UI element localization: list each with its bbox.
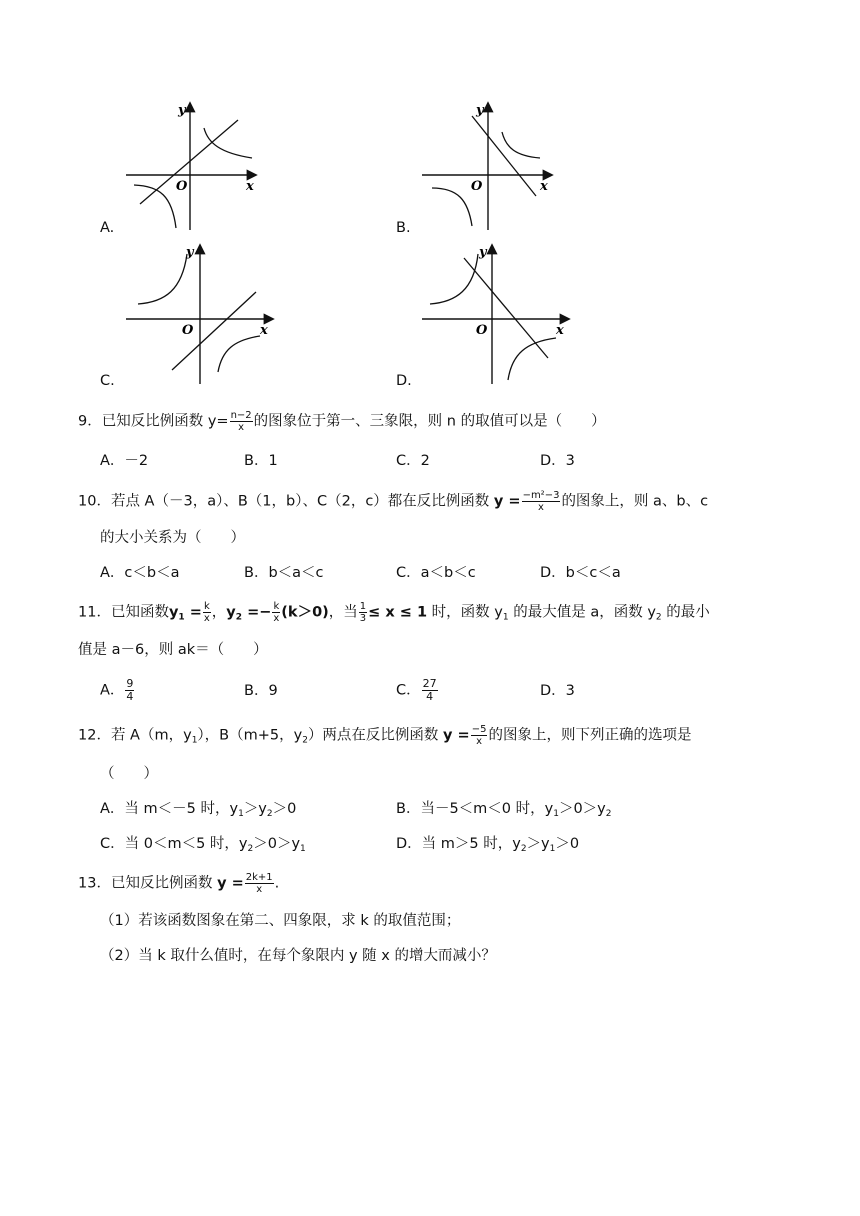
question-number: 11． xyxy=(78,604,111,621)
graph-b-label: B. xyxy=(396,220,411,236)
question-11-line2: 值是 a－6，则 ak＝（ ） xyxy=(78,642,268,658)
option-d: D．3 xyxy=(540,683,575,699)
option-d: D．b＜c＜a xyxy=(540,565,621,581)
question-12: 12．若 A（m，$y_1$），B（m+5，$y_2$）两点在反比例函数 y = $\frac{-5}{x}$ 的图象上，则下列正确的选项是 xyxy=(78,724,692,747)
question-13: 13．已知反比例函数 y = $\frac{2k+1}{x}$ . xyxy=(78,872,280,895)
origin-label: O xyxy=(176,179,188,194)
option-b: B．1 xyxy=(244,453,278,469)
y-axis-label: y xyxy=(178,103,186,118)
graph-a-label: A. xyxy=(100,220,115,236)
option-c: C．2 xyxy=(396,453,430,469)
origin-label: O xyxy=(471,179,483,194)
graph-d xyxy=(416,242,576,387)
option-c: C．a＜b＜c xyxy=(396,565,476,581)
option-b: B．b＜a＜c xyxy=(244,565,324,581)
graph-c xyxy=(120,242,280,387)
question-10: 10．若点 A（－3，a）、B（1，b）、C（2，c）都在反比例函数 y = $\frac{\text{−m²−3}}{x}$ 的图象上，则 a、b、c xyxy=(78,490,709,513)
linear-line xyxy=(464,258,548,358)
question-11: 11．已知函数$y_1$ = $\frac{k}{x}$ ，$y_2$ =− $\frac{k}{x}$ (k＞0)，当 $\frac{1}{3}$ ≤ x ≤ 1 时，函数 $y_1$ 的最大值是 a，函数 $y_2$ 的最小 xyxy=(78,601,710,624)
option-a: A．－2 xyxy=(100,453,149,469)
graph-a xyxy=(120,98,280,238)
question-9: 9．已知反比例函数 y= $\frac{n-2}{x}$ 的图象位于第一、三象限，则 n 的取值可以是（ ） xyxy=(78,410,606,433)
fraction: $\frac{1}{3}$ xyxy=(359,601,367,624)
question-number: 12． xyxy=(78,727,111,744)
fraction: $\frac{n-2}{x}$ xyxy=(230,410,252,433)
question-10-line2: 的大小关系为（ ） xyxy=(100,530,245,546)
fraction: $\frac{k}{x}$ xyxy=(273,601,280,624)
question-13-part-1: （1）若该函数图象在第二、四象限，求 k 的取值范围； xyxy=(100,913,461,929)
x-axis-label: x xyxy=(246,179,254,194)
graph-c-label: C. xyxy=(100,373,115,389)
question-number: 13． xyxy=(78,875,111,892)
option-a: A．c＜b＜a xyxy=(100,565,180,581)
option-c: C．当 0＜m＜5 时，$y_2>0>y_1$ xyxy=(100,836,306,854)
y-axis-label: y xyxy=(479,245,487,260)
hyperbola-branch xyxy=(502,132,540,158)
option-b: B．9 xyxy=(244,683,278,699)
hyperbola-branch xyxy=(430,254,478,304)
x-axis-label: x xyxy=(540,179,548,194)
hyperbola-branch xyxy=(432,188,472,226)
option-c: C． $\frac{27}{4}$ xyxy=(396,677,437,703)
y-axis-label: y xyxy=(186,245,194,260)
option-d: D．3 xyxy=(540,453,575,469)
fraction: $\frac{k}{x}$ xyxy=(203,601,210,624)
question-12-line2: （ ） xyxy=(100,766,158,782)
option-a: A．当 m＜－5 时，$y_1>y_2>0$ xyxy=(100,801,297,819)
origin-label: O xyxy=(182,323,194,338)
hyperbola-branch xyxy=(218,336,260,372)
origin-label: O xyxy=(476,323,488,338)
linear-line xyxy=(140,120,238,204)
fraction: $\frac{2k+1}{x}$ xyxy=(245,872,273,895)
fraction: $\frac{9}{4}$ xyxy=(126,677,134,703)
fraction: $\frac{27}{4}$ xyxy=(422,677,437,703)
x-axis-label: x xyxy=(556,323,564,338)
question-13-part-2: （2）当 k 取什么值时，在每个象限内 y 随 x 的增大而减小？ xyxy=(100,948,496,964)
question-number: 10． xyxy=(78,493,111,510)
option-b: B．当－5＜m＜0 时，$y_1>0>y_2$ xyxy=(396,801,612,819)
graph-b xyxy=(416,98,576,238)
fraction: $\frac{-5}{x}$ xyxy=(471,724,487,747)
x-axis-label: x xyxy=(260,323,268,338)
question-number: 9． xyxy=(78,413,102,430)
option-d: D．当 m＞5 时，$y_2>y_1>0$ xyxy=(396,836,580,854)
graph-d-label: D. xyxy=(396,373,412,389)
hyperbola-branch xyxy=(138,254,187,304)
option-a: A． $\frac{9}{4}$ xyxy=(100,677,134,703)
fraction: $\frac{\text{−m²−3}}{x}$ xyxy=(522,490,560,513)
y-axis-label: y xyxy=(476,103,484,118)
hyperbola-branch xyxy=(508,338,556,380)
